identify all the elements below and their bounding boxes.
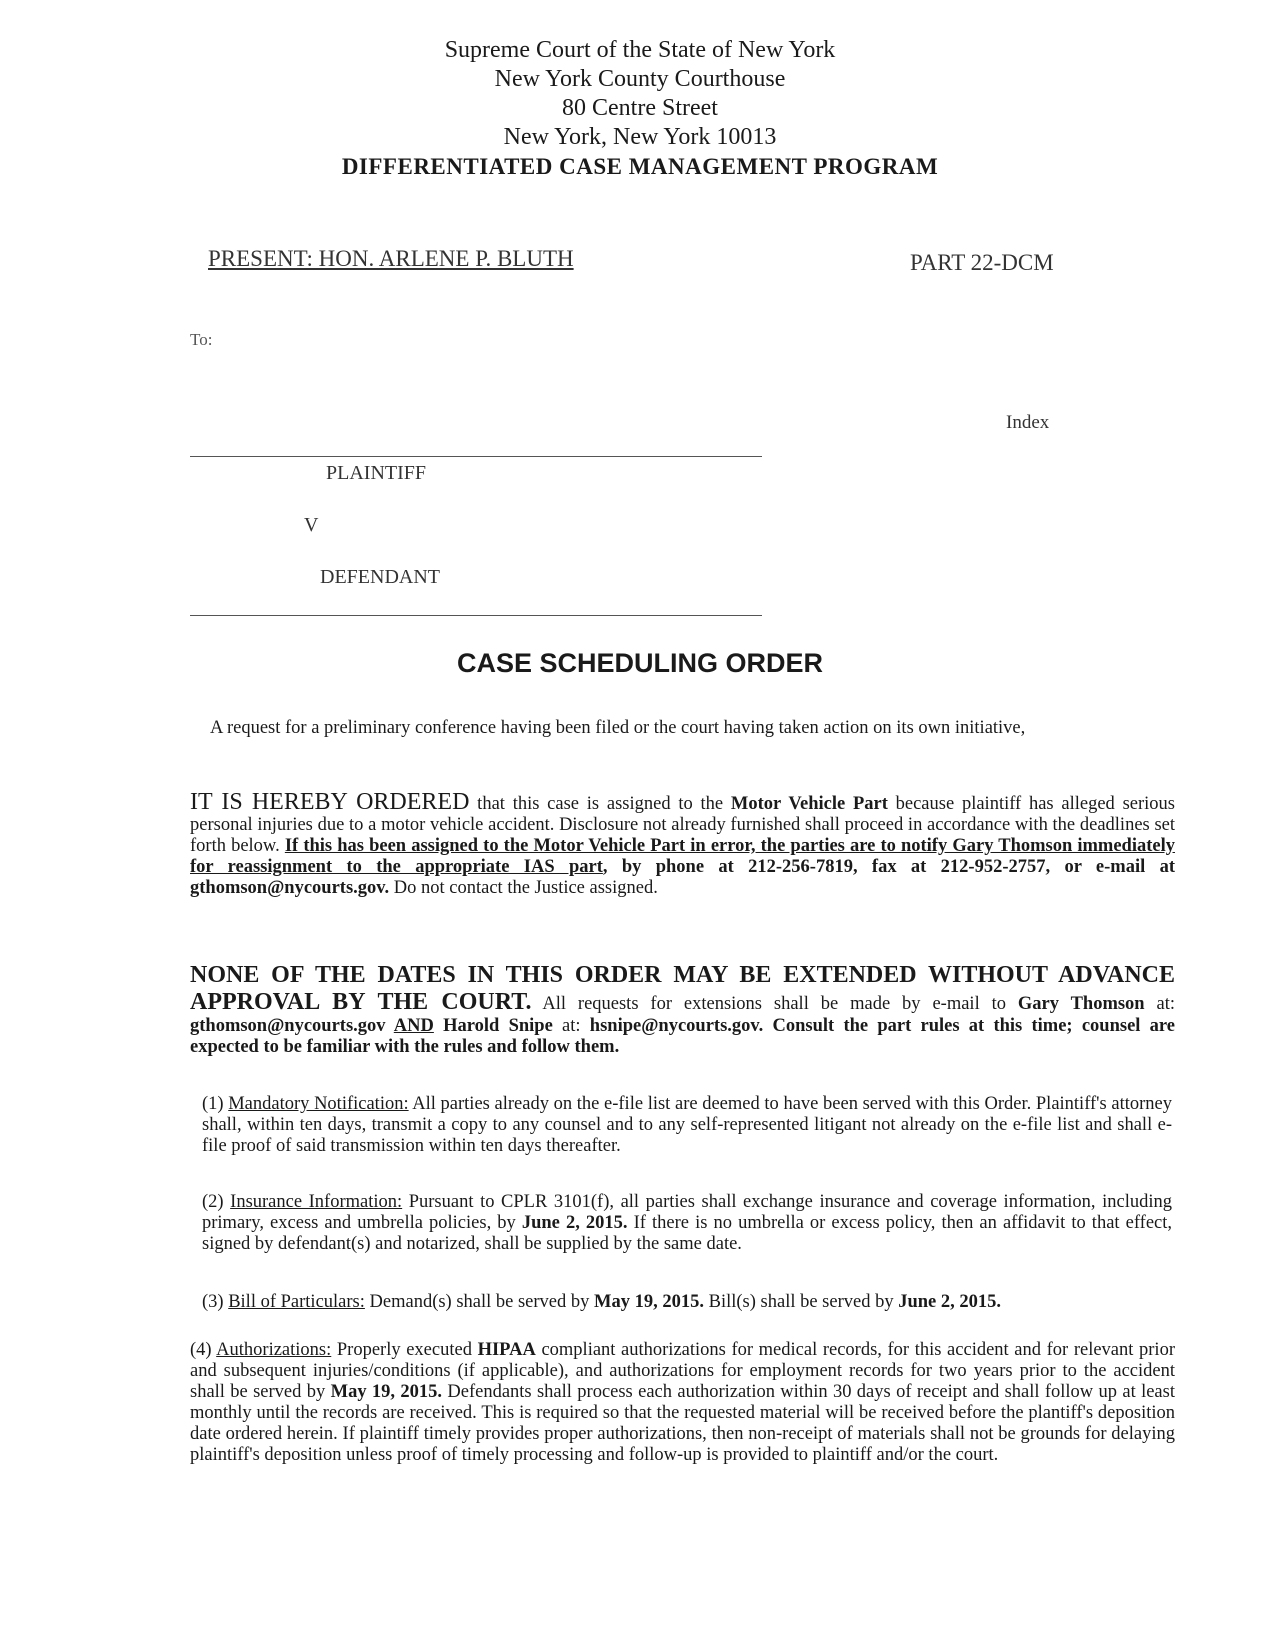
text-run: HIPAA	[477, 1340, 536, 1360]
program-title: DIFFERENTIATED CASE MANAGEMENT PROGRAM	[341, 154, 939, 179]
intro-paragraph	[210, 718, 1195, 739]
text-run: Motor Vehicle Part	[730, 794, 888, 814]
index-label: Index	[1006, 412, 1050, 433]
text-run: compliant authorizations for medical records, for this accident and for relevant prior and subsequent injuries/conditions (if applicable), and authorizations for employment records for two years prior to the accident shall be served by	[190, 1340, 1175, 1402]
text-run: (1)	[202, 1094, 229, 1114]
present-judge: PRESENT: HON. ARLENE P. BLUTH	[208, 246, 574, 271]
item-1-mandatory-notification	[202, 1094, 1172, 1157]
text-run: (3)	[202, 1292, 229, 1312]
caption-divider	[190, 615, 762, 616]
text-run: Demand(s) shall be served by	[364, 1292, 595, 1312]
ordered-paragraph	[190, 789, 1175, 899]
text-run: Harold Snipe	[433, 1016, 553, 1036]
text-run: June 2, 2015.	[898, 1292, 1002, 1312]
extension-paragraph	[190, 962, 1175, 1058]
text-run: AND	[393, 1016, 434, 1036]
text-run: IT IS HEREBY ORDERED	[190, 789, 470, 815]
document-title: CASE SCHEDULING ORDER	[456, 648, 824, 678]
text-run: Pursuant to CPLR 3101(f), all parties shall exchange insurance and coverage information, including primary, excess and umbrella policies, by	[202, 1192, 1172, 1233]
part-label: PART 22-DCM	[910, 250, 1054, 275]
item-2-insurance-information	[202, 1192, 1172, 1255]
caption-divider	[190, 456, 762, 457]
text-run: All requests for extensions shall be made by e-mail to	[531, 994, 1018, 1014]
header-line: 80 Centre Street	[562, 95, 718, 121]
text-run: A request for a preliminary conference having been filed or the court having taken action on its own initiative,	[210, 718, 1026, 738]
text-run: gthomson@nycourts.gov	[190, 1016, 394, 1036]
text-run: Gary Thomson	[1017, 994, 1145, 1014]
text-run: Bill of Particulars:	[228, 1292, 365, 1312]
court-header	[0, 36, 1280, 181]
text-run: Bill(s) shall be served by	[704, 1292, 899, 1312]
text-run: that this case is assigned to the	[469, 794, 731, 814]
text-run: If there is no umbrella or excess policy, then an affidavit to that effect, signed by defendant(s) and notarized, shall be supplied by the same date.	[202, 1213, 1173, 1254]
text-run: May 19, 2015.	[330, 1382, 443, 1402]
text-run: Do not contact the Justice assigned.	[389, 878, 658, 898]
text-run: June 2, 2015.	[521, 1213, 628, 1233]
defendant-label: DEFENDANT	[320, 566, 440, 588]
text-run: at:	[1144, 994, 1175, 1014]
text-run: All parties already on the e-file list are deemed to have been served with this Order. Plaintiff's attorney shall, within ten days, transmit a copy to any counsel and to any self-represented litigant not already on the e-file list and shall e-file proof of said transmission within ten days thereafter.	[202, 1094, 1172, 1156]
text-run: hsnipe@nycourts.gov. Consult the part rules at this time; counsel are expected to be familiar with the rules and follow them.	[190, 1016, 1176, 1057]
text-run: (4)	[190, 1340, 217, 1360]
text-run: If this has been assigned to the Motor Vehicle Part in error, the parties are to notify Gary Thomson immediately for reassignment to the appropriate IAS part	[190, 836, 1175, 877]
versus-label: V	[304, 514, 319, 536]
text-run: Authorizations:	[216, 1340, 332, 1360]
text-run: Insurance Information:	[230, 1192, 403, 1212]
text-run: Defendants shall process each authorization within 30 days of receipt and shall follow up at least monthly until the records are received. This is required so that the requested material will be received before the plantiff's deposition date ordered herein. If plaintiff timely provides proper authorizations, then non-receipt of materials shall not be grounds for delaying plaintiff's deposition unless proof of timely processing and follow-up is provided to plaintiff and/or the court.	[190, 1382, 1175, 1465]
text-run: (2)	[202, 1192, 231, 1212]
text-run: NONE OF THE DATES IN THIS ORDER MAY BE EXTENDED WITHOUT ADVANCE APPROVAL BY THE COURT.	[190, 962, 1175, 1015]
item-3-bill-of-particulars	[202, 1292, 1172, 1313]
text-run: at:	[552, 1016, 590, 1036]
text-run: May 19, 2015.	[594, 1292, 704, 1312]
to-label: To:	[190, 330, 213, 349]
header-line: Supreme Court of the State of New York	[444, 37, 836, 63]
plaintiff-label: PLAINTIFF	[326, 462, 427, 484]
text-run: because plaintiff has alleged serious personal injuries due to a motor vehicle accident. Disclosure not already furnished shall proceed in accordance with the deadlines set forth below.	[190, 794, 1175, 856]
text-run: Properly executed	[331, 1340, 478, 1360]
text-run: , by phone at 212-256-7819, fax at 212-952-2757, or e-mail at gthomson@nycourts.gov.	[190, 857, 1175, 898]
header-line: New York County Courthouse	[494, 66, 786, 92]
item-4-authorizations	[190, 1340, 1175, 1466]
header-line: New York, New York 10013	[503, 124, 777, 150]
text-run: Mandatory Notification:	[228, 1094, 409, 1114]
